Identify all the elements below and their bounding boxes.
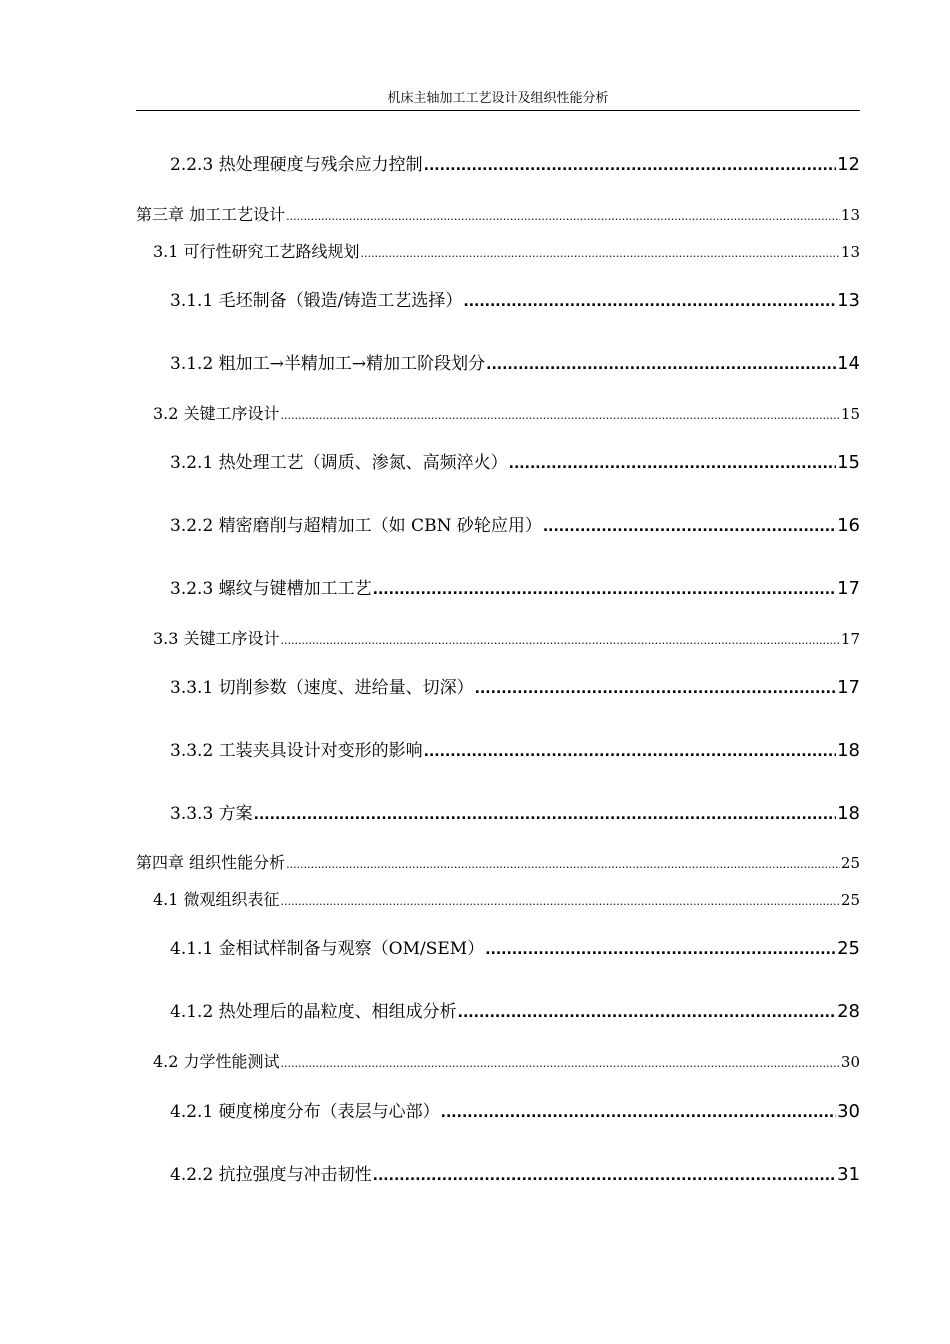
toc-leader-dots <box>475 681 836 697</box>
toc-page-number: 14 <box>837 353 860 374</box>
toc-entry[interactable] <box>170 574 860 599</box>
toc-page-number: 16 <box>837 515 860 536</box>
toc-page-number: 31 <box>837 1164 860 1185</box>
toc-page-number: 18 <box>837 740 860 761</box>
toc-entry-label: 4.1.2 热处理后的晶粒度、相组成分析 <box>170 1002 457 1022</box>
toc-entry[interactable] <box>153 1049 860 1072</box>
toc-leader-dots <box>543 519 836 535</box>
toc-entry-label: 3.1 可行性研究工艺路线规划 <box>153 242 360 261</box>
toc-entry[interactable] <box>170 511 860 536</box>
toc-leader-dots <box>424 158 836 174</box>
document-title: 机床主轴加工工艺设计及组织性能分析 <box>387 91 609 106</box>
toc-page-number: 15 <box>840 405 860 423</box>
toc-entry-label: 3.1.1 毛坯制备（锻造/铸造工艺选择） <box>170 291 463 311</box>
toc-page-number: 18 <box>837 803 860 824</box>
toc-entry-label: 4.1 微观组织表征 <box>153 890 280 909</box>
toc-leader-dots <box>281 1057 840 1070</box>
toc-entry-label: 第三章 加工工艺设计 <box>136 205 286 224</box>
toc-entry[interactable] <box>170 349 860 374</box>
toc-entry[interactable] <box>153 239 860 262</box>
toc-entry[interactable] <box>170 934 860 959</box>
toc-page-number: 25 <box>840 891 860 909</box>
toc-page-number: 17 <box>840 630 860 648</box>
toc-entry[interactable] <box>153 887 860 910</box>
toc-leader-dots <box>485 942 836 958</box>
toc-entry[interactable] <box>153 401 860 424</box>
toc-entry[interactable] <box>170 997 860 1022</box>
toc-entry[interactable] <box>170 150 860 175</box>
toc-page-number: 30 <box>840 1053 860 1071</box>
toc-leader-dots <box>286 858 840 871</box>
toc-entry-label: 3.3.3 方案 <box>170 804 253 824</box>
toc-entry-label: 3.2.1 热处理工艺（调质、渗氮、高频淬火） <box>170 453 508 473</box>
toc-page-number: 12 <box>837 154 860 175</box>
toc-entry-label: 3.3.2 工装夹具设计对变形的影响 <box>170 741 423 761</box>
toc-leader-dots <box>509 456 836 472</box>
toc-entry[interactable] <box>170 799 860 824</box>
toc-entry-label: 4.2.1 硬度梯度分布（表层与心部） <box>170 1102 440 1122</box>
toc-entry[interactable] <box>136 850 860 873</box>
toc-entry-label: 3.3.1 切削参数（速度、进给量、切深） <box>170 678 474 698</box>
toc-page-number: 17 <box>837 677 860 698</box>
toc-page-number: 13 <box>837 290 860 311</box>
toc-leader-dots <box>281 895 840 908</box>
toc-leader-dots <box>281 634 840 647</box>
toc-leader-dots <box>361 247 840 260</box>
toc-leader-dots <box>373 1168 836 1184</box>
toc-entry[interactable] <box>170 673 860 698</box>
toc-page-number: 17 <box>837 578 860 599</box>
toc-leader-dots <box>441 1105 836 1121</box>
toc-leader-dots <box>373 582 836 598</box>
toc-leader-dots <box>424 744 836 760</box>
toc-entry[interactable] <box>170 448 860 473</box>
toc-entry[interactable] <box>170 1160 860 1185</box>
toc-page-number: 13 <box>840 243 860 261</box>
toc-page-number: 25 <box>840 854 860 872</box>
toc-entry-label: 第四章 组织性能分析 <box>136 853 286 872</box>
toc-entry-label: 3.2.2 精密磨削与超精加工（如 CBN 砂轮应用） <box>170 516 542 536</box>
toc-entry[interactable] <box>153 626 860 649</box>
toc-entry[interactable] <box>170 736 860 761</box>
toc-entry-label: 3.2 关键工序设计 <box>153 404 280 423</box>
toc-entry[interactable] <box>136 202 860 225</box>
toc-entry-label: 3.2.3 螺纹与键槽加工工艺 <box>170 579 372 599</box>
toc-entry-label: 3.1.2 粗加工→半精加工→精加工阶段划分 <box>170 354 486 374</box>
toc-leader-dots <box>254 807 836 823</box>
toc-entry[interactable] <box>170 286 860 311</box>
toc-entry-label: 4.1.1 金相试样制备与观察（OM/SEM） <box>170 939 485 959</box>
toc-entry[interactable] <box>170 1097 860 1122</box>
toc-page-number: 15 <box>837 452 860 473</box>
toc-leader-dots <box>281 409 840 422</box>
toc-leader-dots <box>458 1005 836 1021</box>
toc-entry-label: 4.2 力学性能测试 <box>153 1052 280 1071</box>
toc-entry-label: 2.2.3 热处理硬度与残余应力控制 <box>170 155 423 175</box>
toc-page-number: 30 <box>837 1101 860 1122</box>
toc-page-number: 28 <box>837 1001 860 1022</box>
toc-leader-dots <box>486 357 836 373</box>
toc-leader-dots <box>286 210 840 223</box>
toc-leader-dots <box>463 294 836 310</box>
toc-entry-label: 4.2.2 抗拉强度与冲击韧性 <box>170 1165 372 1185</box>
toc-page-number: 25 <box>837 938 860 959</box>
toc-page-number: 13 <box>840 206 860 224</box>
toc-entry-label: 3.3 关键工序设计 <box>153 629 280 648</box>
